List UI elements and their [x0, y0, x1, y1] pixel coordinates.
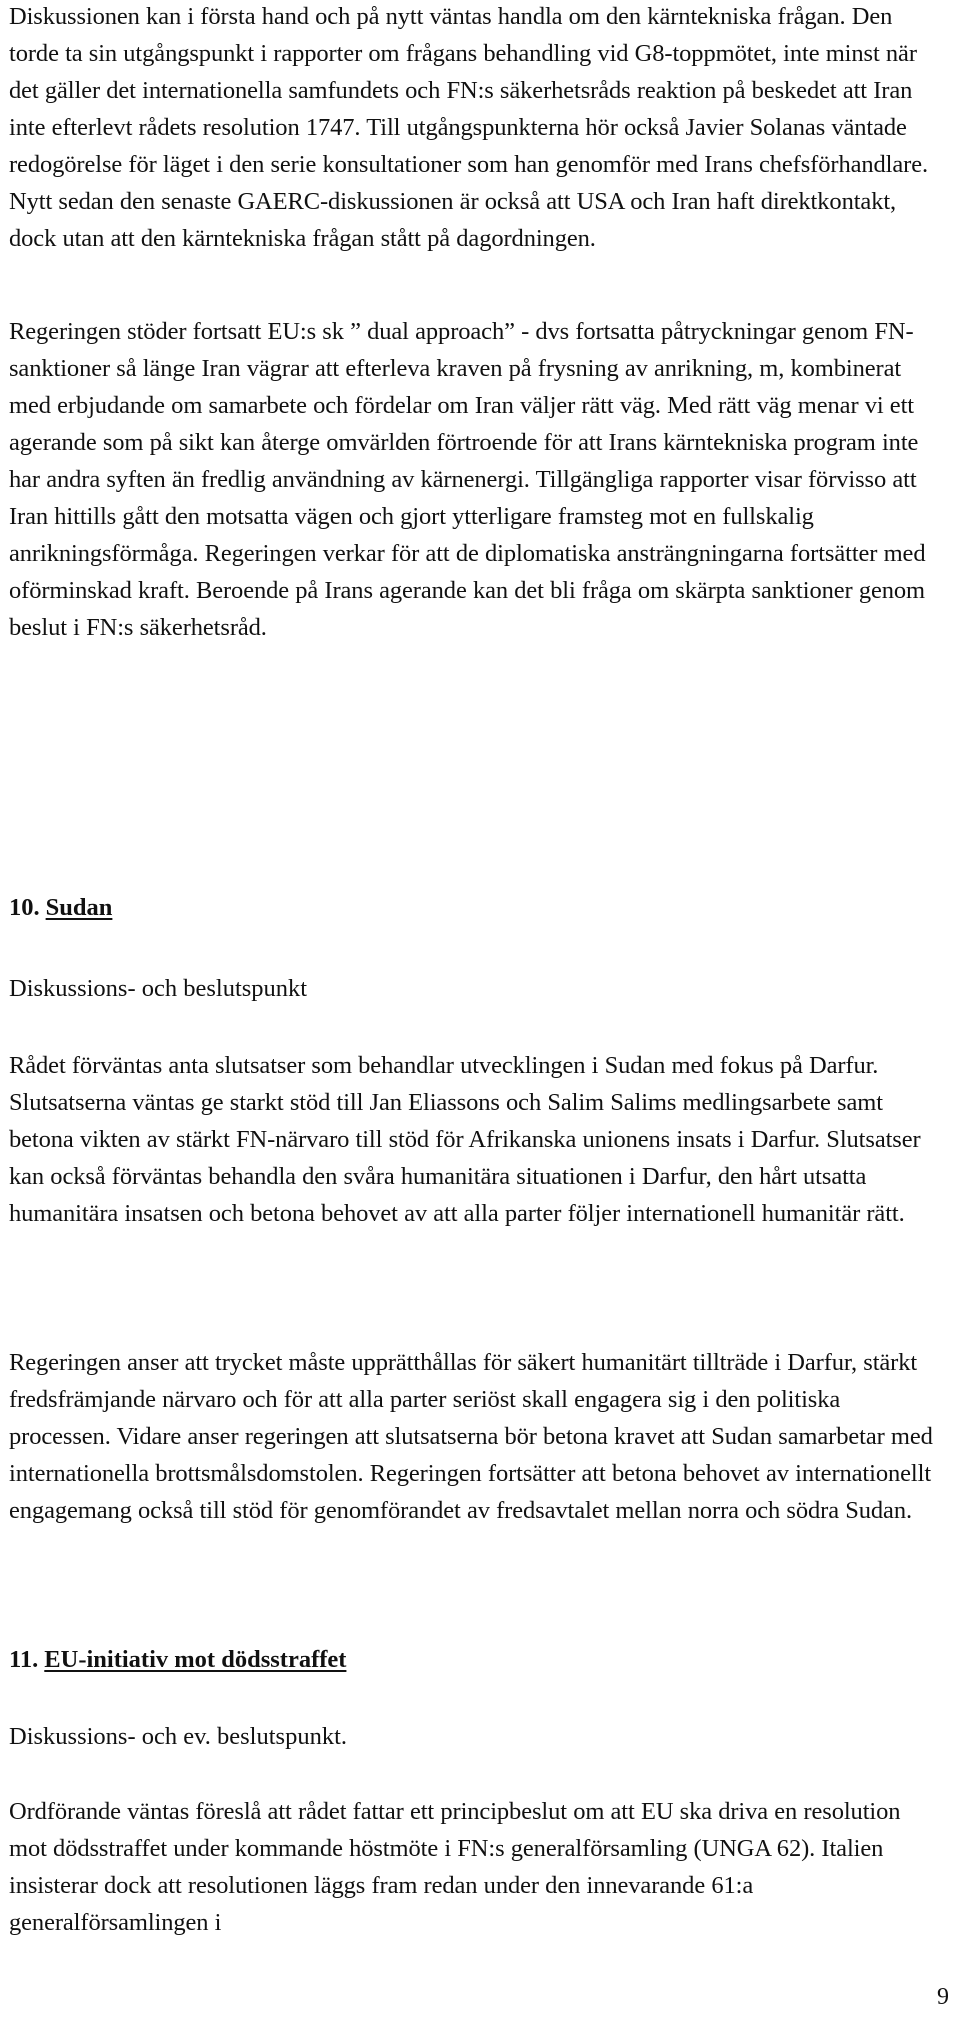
death-penalty-point-type: Diskussions- och ev. beslutspunkt.: [9, 1723, 347, 1750]
section-number: 10.: [9, 894, 40, 921]
page-number: 9: [937, 1984, 949, 2010]
section-title: Sudan: [45, 894, 113, 921]
paragraph-sudan-council: Rådet förväntas anta slutsatser som behandlar utvecklingen i Sudan med fokus på Darfur. Slutsatserna väntas ge starkt stöd till Jan Eliassons och Salim Salims medlingsarbete samt betona vikten av stärkt FN-närvaro till stöd för Afrikanska unionens insats i Darfur. Slutsatser kan också förväntas behandla den svåra humanitära situationen i Darfur, den hårt utsatta humanitära insatsen och betona behovet av att alla parter följer internationell humanitär rätt.: [9, 1052, 921, 1227]
paragraph-death-penalty: Ordförande väntas föreslå att rådet fattar ett principbeslut om att EU ska driva en resolution mot dödsstraffet under kommande höstmöte i FN:s generalförsamling (UNGA 62). Italien insisterar dock att resolutionen läggs fram redan under den innevarande 61:a generalförsamlingen i: [9, 1798, 901, 1936]
section-title: EU-initiativ mot dödsstraffet: [44, 1646, 347, 1673]
paragraph-iran-discussion: Diskussionen kan i första hand och på nytt väntas handla om den kärntekniska frågan. Den torde ta sin utgångspunkt i rapporter om frågans behandling vid G8-toppmötet, inte minst när det gäller det internationella samfundets och FN:s säkerhetsråds reaktion på beskedet att Iran inte efterlevt rådets resolution 1747. Till utgångspunkterna hör också Javier Solanas väntade redogörelse för läget i den serie konsultationer som han genomför med Irans chefsförhandlare. Nytt sedan den senaste GAERC-diskussionen är också att USA och Iran haft direktkontakt, dock utan att den kärntekniska frågan stått på dagordningen.: [9, 3, 929, 252]
section-heading-sudan: [9, 889, 112, 926]
section-heading-death-penalty: [9, 1641, 346, 1678]
paragraph-sudan-government-position: Regeringen anser att trycket måste upprätthållas för säkert humanitärt tillträde i Darfur, stärkt fredsfrämjande närvaro och för att alla parter seriöst skall engagera sig i den politiska processen. Vidare anser regeringen att slutsatserna bör betona kravet att Sudan samarbetar med internationella brottsmålsdomstolen. Regeringen fortsätter att betona behovet av internationellt engagemang också till stöd för genomförandet av fredsavtalet mellan norra och södra Sudan.: [9, 1349, 933, 1524]
paragraph-iran-government-position: Regeringen stöder fortsatt EU:s sk ” dual approach” - dvs fortsatta påtryckningar genom FN-sanktioner så länge Iran vägrar att efterleva kraven på frysning av anrikning, m, kombinerat med erbjudande om samarbete och fördelar om Iran väljer rätt väg. Med rätt väg menar vi ett agerande som på sikt kan återge omvärlden förtroende för att Irans kärntekniska program inte har andra syften än fredlig användning av kärnenergi. Tillgängliga rapporter visar förvisso att Iran hittills gått den motsatta vägen och gjort ytterligare framsteg mot en fullskalig anrikningsförmåga. Regeringen verkar för att de diplomatiska ansträngningarna fortsätter med oförminskad kraft. Beroende på Irans agerande kan det bli fråga om skärpta sanktioner genom beslut i FN:s säkerhetsråd.: [9, 318, 926, 641]
sudan-point-type: Diskussions- och beslutspunkt: [9, 975, 308, 1002]
section-number: 11.: [9, 1646, 39, 1673]
